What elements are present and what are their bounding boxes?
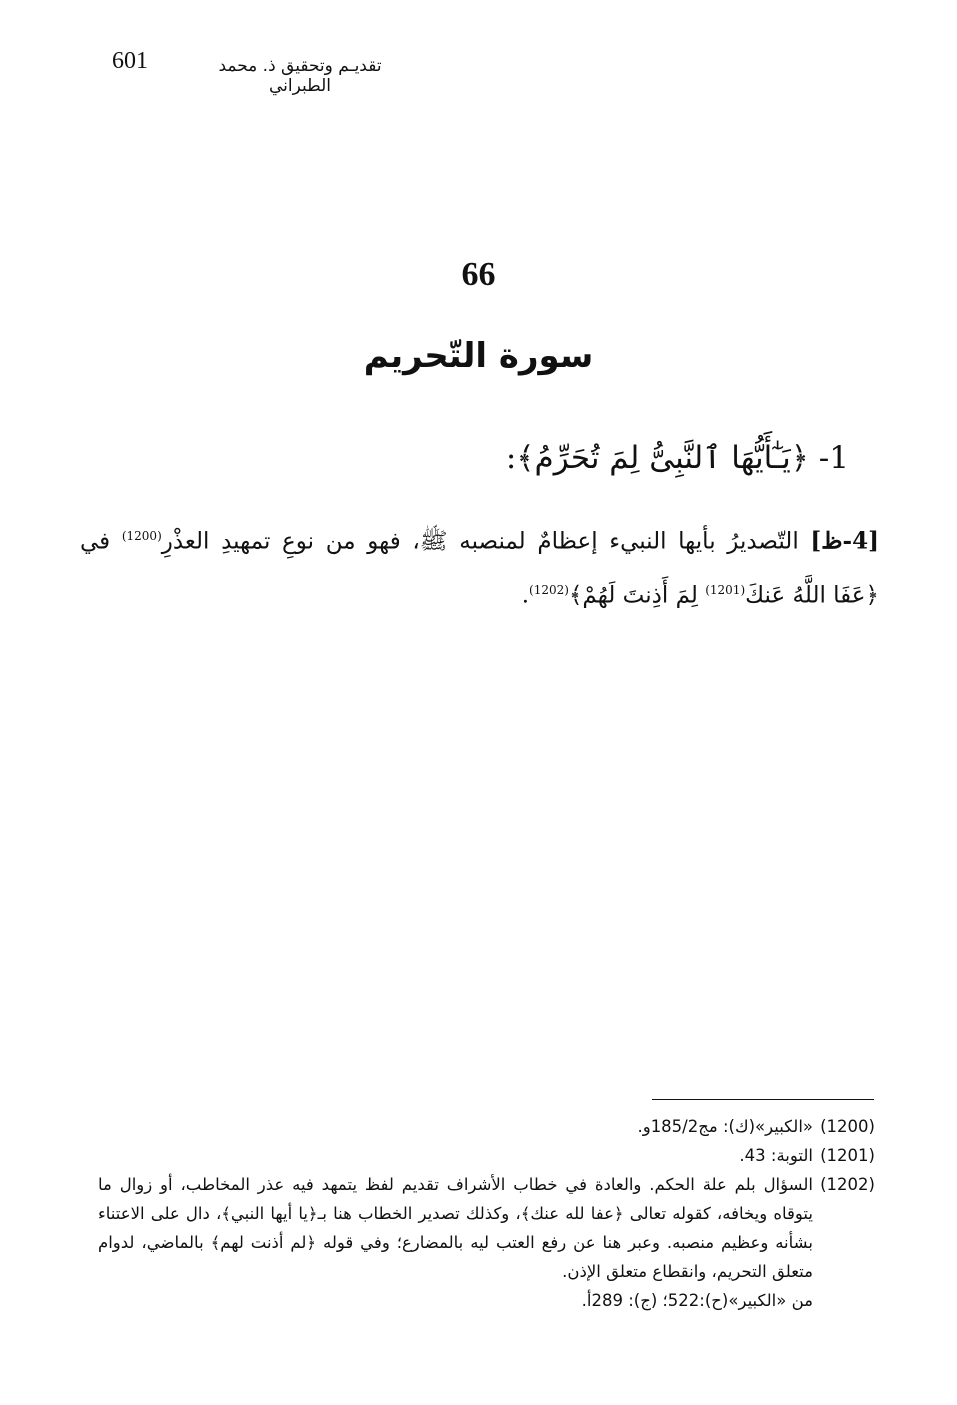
verse-heading: 1- ﴿يَـٰٓأَيُّهَا ٱلنَّبِىُّ لِمَ تُحَرِّمُ﴾: xyxy=(505,440,849,476)
body-text-c: لِمَ أَذِنتَ لَهُمْ﴾ xyxy=(568,582,706,609)
footnote-ref-1202[interactable]: (1202) xyxy=(529,582,569,597)
footnote-number: (1201) xyxy=(820,1146,875,1165)
chapter-number: 66 xyxy=(461,256,496,293)
body-text-b: في ﴿عَفَا اللَّهُ عَنكَ xyxy=(80,528,879,609)
running-header: تقديـم وتحقيق ذ. محمد الطبراني xyxy=(218,56,382,96)
body-text-d: . xyxy=(521,582,530,609)
footnote-ref-1201[interactable]: (1201) xyxy=(705,582,746,597)
footnote-1201 xyxy=(98,1141,875,1170)
page-number: 601 xyxy=(112,48,148,74)
footnote-number: (1200) xyxy=(820,1117,875,1136)
footnote-1200 xyxy=(98,1112,875,1141)
manuscript-ref: [4-ظ] xyxy=(810,527,879,555)
footnote-divider xyxy=(652,1099,874,1100)
footnote-text: السؤال بلم علة الحكم. والعادة في خطاب الأشراف تقديم لفظ يتمهد فيه عذر المخاطب، أو زوال ما يتوقاه ويخافه، كقوله تعالى ﴿عفا لله عنك﴾، وكذلك تصدير الخطاب هنا بـ﴿يا أيها النبي﴾، دال على الاعتناء بشأنه وعظيم منصبه. وعبر هنا عن رفع العتب ليه بالمضارع؛ وفي قوله ﴿لم أذنت لهم﴾ بالماضي، لدوام متعلق التحريم، وانقطاع متعلق الإذن. xyxy=(98,1175,813,1281)
footnote-text: التوبة: 43. xyxy=(739,1146,813,1165)
footnote-source: من «الكبير»(ح):522؛ (ج): 289أ. xyxy=(581,1291,813,1310)
surah-title: سورة التّحريم xyxy=(363,336,594,376)
body-text-a: التّصديرُ بأيها النبيء إعظامٌ لمنصبه ﷺ، فهو من نوعِ تمهيدِ العذْرِ xyxy=(161,528,811,555)
footnote-number: (1202) xyxy=(820,1175,875,1194)
body-paragraph xyxy=(80,512,879,619)
footnote-text: «الكبير»(ك): مج185/2و. xyxy=(637,1117,813,1136)
footnote-ref-1200[interactable]: (1200) xyxy=(121,529,162,543)
footnotes xyxy=(98,1112,875,1315)
footnote-1202 xyxy=(98,1170,875,1286)
